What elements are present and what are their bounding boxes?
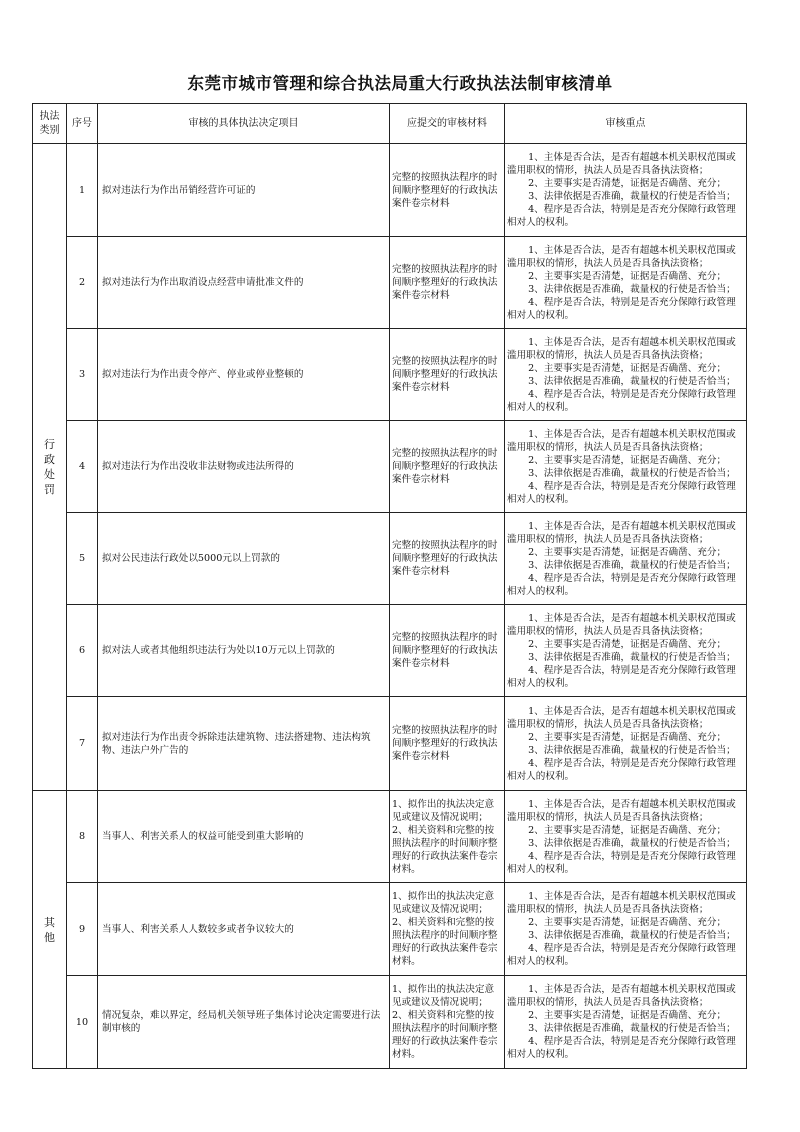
row-item: 情况复杂，难以界定，经局机关领导班子集体讨论决定需要进行法制审核的 [98, 976, 390, 1069]
table-row [33, 237, 747, 329]
row-seq: 1 [67, 144, 98, 237]
row-materials: 完整的按照执法程序的时间顺序整理好的行政执法案件卷宗材料 [390, 513, 505, 605]
focus-point: 2、主要事实是否清楚，证据是否确凿、充分； [528, 546, 727, 558]
row-focus [505, 883, 747, 976]
table-row [33, 697, 747, 791]
header-focus: 审核重点 [505, 104, 747, 144]
row-focus [505, 791, 747, 883]
focus-point: 3、法律依据是否准确，裁量权的行使是否恰当； [528, 283, 736, 295]
focus-point: 4、程序是否合法，特别是是否充分保障行政管理相对人的权利。 [507, 664, 736, 689]
focus-point: 4、程序是否合法，特别是是否充分保障行政管理相对人的权利。 [507, 850, 736, 875]
table-row [33, 605, 747, 697]
focus-point: 3、法律依据是否准确，裁量权的行使是否恰当； [528, 837, 736, 849]
focus-point: 1、主体是否合法，是否有超越本机关职权范围或滥用职权的情形，执法人员是否具备执法资格； [507, 244, 736, 269]
focus-point: 3、法律依据是否准确，裁量权的行使是否恰当； [528, 930, 736, 941]
focus-point: 4、程序是否合法，特别是是否充分保障行政管理相对人的权利。 [507, 757, 736, 782]
row-materials: 完整的按照执法程序的时间顺序整理好的行政执法案件卷宗材料 [390, 697, 505, 791]
table-header-row [33, 104, 747, 144]
table-row [33, 883, 747, 976]
row-seq: 7 [67, 697, 98, 791]
row-materials: 1、拟作出的执法决定意见或建议及情况说明；2、相关资料和完整的按照执法程序的时间顺序整理好的行政执法案件卷宗材料。 [390, 791, 505, 883]
row-materials: 完整的按照执法程序的时间顺序整理好的行政执法案件卷宗材料 [390, 605, 505, 697]
focus-point: 3、法律依据是否准确，裁量权的行使是否恰当； [528, 744, 736, 756]
row-seq: 4 [67, 421, 98, 513]
table-row [33, 791, 747, 883]
focus-point: 1、主体是否合法，是否有超越本机关职权范围或滥用职权的情形，执法人员是否具备执法资格； [507, 798, 736, 823]
row-item: 当事人、利害关系人人数较多或者争议较大的 [98, 883, 390, 976]
row-focus [505, 976, 747, 1069]
row-focus [505, 605, 747, 697]
row-focus [505, 144, 747, 237]
row-item: 拟对违法行为作出没收非法财物或违法所得的 [98, 421, 390, 513]
focus-point: 1、主体是否合法，是否有超越本机关职权范围或滥用职权的情形，执法人员是否具备执法资格； [507, 152, 736, 176]
category-other: 其他 [33, 791, 67, 1069]
focus-point: 2、主要事实是否清楚，证据是否确凿、充分； [528, 178, 727, 189]
row-seq: 5 [67, 513, 98, 605]
table-row [33, 144, 747, 237]
table-row [33, 421, 747, 513]
row-materials: 1、拟作出的执法决定意见或建议及情况说明；2、相关资料和完整的按照执法程序的时间顺序整理好的行政执法案件卷宗材料。 [390, 883, 505, 976]
row-seq: 2 [67, 237, 98, 329]
focus-point: 1、主体是否合法，是否有超越本机关职权范围或滥用职权的情形，执法人员是否具备执法资格； [507, 520, 736, 545]
focus-point: 1、主体是否合法，是否有超越本机关职权范围或滥用职权的情形，执法人员是否具备执法资格； [507, 705, 736, 730]
header-seq: 序号 [67, 104, 98, 144]
focus-point: 1、主体是否合法，是否有超越本机关职权范围或滥用职权的情形，执法人员是否具备执法资格； [507, 428, 736, 453]
focus-point: 4、程序是否合法，特别是是否充分保障行政管理相对人的权利。 [507, 943, 736, 967]
row-item: 拟对违法行为作出取消设点经营申请批准文件的 [98, 237, 390, 329]
row-materials: 完整的按照执法程序的时间顺序整理好的行政执法案件卷宗材料 [390, 144, 505, 237]
row-item: 拟对公民违法行政处以5000元以上罚款的 [98, 513, 390, 605]
focus-point: 2、主要事实是否清楚，证据是否确凿、充分； [528, 638, 727, 650]
review-list-table [32, 103, 747, 1069]
focus-point: 3、法律依据是否准确，裁量权的行使是否恰当； [528, 191, 736, 202]
table-row [33, 329, 747, 421]
category-penalty: 行政处罚 [33, 144, 67, 791]
focus-point: 3、法律依据是否准确，裁量权的行使是否恰当； [528, 375, 736, 387]
table-row [33, 513, 747, 605]
header-category: 执法类别 [33, 104, 67, 144]
focus-point: 2、主要事实是否清楚，证据是否确凿、充分； [528, 362, 727, 374]
row-seq: 3 [67, 329, 98, 421]
row-seq: 10 [67, 976, 98, 1069]
row-item: 拟对违法行为作出责令拆除违法建筑物、违法搭建物、违法构筑物、违法户外广告的 [98, 697, 390, 791]
focus-point: 4、程序是否合法，特别是是否充分保障行政管理相对人的权利。 [507, 296, 736, 321]
focus-point: 4、程序是否合法，特别是是否充分保障行政管理相对人的权利。 [507, 572, 736, 597]
focus-point: 1、主体是否合法，是否有超越本机关职权范围或滥用职权的情形，执法人员是否具备执法资格； [507, 984, 736, 1008]
row-seq: 6 [67, 605, 98, 697]
row-materials: 完整的按照执法程序的时间顺序整理好的行政执法案件卷宗材料 [390, 421, 505, 513]
row-focus [505, 329, 747, 421]
header-item: 审核的具体执法决定项目 [98, 104, 390, 144]
page-title: 东莞市城市管理和综合执法局重大行政执法法制审核清单 [187, 74, 613, 93]
focus-point: 4、程序是否合法，特别是是否充分保障行政管理相对人的权利。 [507, 1036, 736, 1060]
focus-point: 2、主要事实是否清楚，证据是否确凿、充分； [528, 454, 727, 466]
row-focus [505, 237, 747, 329]
focus-point: 2、主要事实是否清楚，证据是否确凿、充分； [528, 917, 727, 928]
row-focus [505, 697, 747, 791]
focus-point: 3、法律依据是否准确，裁量权的行使是否恰当； [528, 467, 736, 479]
row-seq: 9 [67, 883, 98, 976]
focus-point: 4、程序是否合法，特别是是否充分保障行政管理相对人的权利。 [507, 204, 736, 228]
focus-point: 3、法律依据是否准确，裁量权的行使是否恰当； [528, 1023, 736, 1034]
row-materials: 完整的按照执法程序的时间顺序整理好的行政执法案件卷宗材料 [390, 237, 505, 329]
focus-point: 1、主体是否合法，是否有超越本机关职权范围或滥用职权的情形，执法人员是否具备执法资格； [507, 336, 736, 361]
focus-point: 2、主要事实是否清楚，证据是否确凿、充分； [528, 1010, 727, 1021]
focus-point: 2、主要事实是否清楚，证据是否确凿、充分； [528, 824, 727, 836]
focus-point: 1、主体是否合法，是否有超越本机关职权范围或滥用职权的情形，执法人员是否具备执法资格； [507, 612, 736, 637]
focus-point: 4、程序是否合法，特别是是否充分保障行政管理相对人的权利。 [507, 388, 736, 413]
focus-point: 2、主要事实是否清楚，证据是否确凿、充分； [528, 731, 727, 743]
row-focus [505, 421, 747, 513]
header-materials: 应提交的审核材料 [390, 104, 505, 144]
focus-point: 4、程序是否合法，特别是是否充分保障行政管理相对人的权利。 [507, 480, 736, 505]
row-item: 拟对违法行为作出吊销经营许可证的 [98, 144, 390, 237]
focus-point: 3、法律依据是否准确，裁量权的行使是否恰当； [528, 559, 736, 571]
row-item: 拟对法人或者其他组织违法行为处以10万元以上罚款的 [98, 605, 390, 697]
row-item: 拟对违法行为作出责令停产、停业或停业整顿的 [98, 329, 390, 421]
row-materials: 1、拟作出的执法决定意见或建议及情况说明；2、相关资料和完整的按照执法程序的时间顺序整理好的行政执法案件卷宗材料。 [390, 976, 505, 1069]
row-item: 当事人、利害关系人的权益可能受到重大影响的 [98, 791, 390, 883]
focus-point: 1、主体是否合法，是否有超越本机关职权范围或滥用职权的情形，执法人员是否具备执法资格； [507, 891, 736, 915]
row-focus [505, 513, 747, 605]
table-row [33, 976, 747, 1069]
focus-point: 2、主要事实是否清楚，证据是否确凿、充分； [528, 270, 727, 282]
focus-point: 3、法律依据是否准确，裁量权的行使是否恰当； [528, 651, 736, 663]
row-seq: 8 [67, 791, 98, 883]
row-materials: 完整的按照执法程序的时间顺序整理好的行政执法案件卷宗材料 [390, 329, 505, 421]
